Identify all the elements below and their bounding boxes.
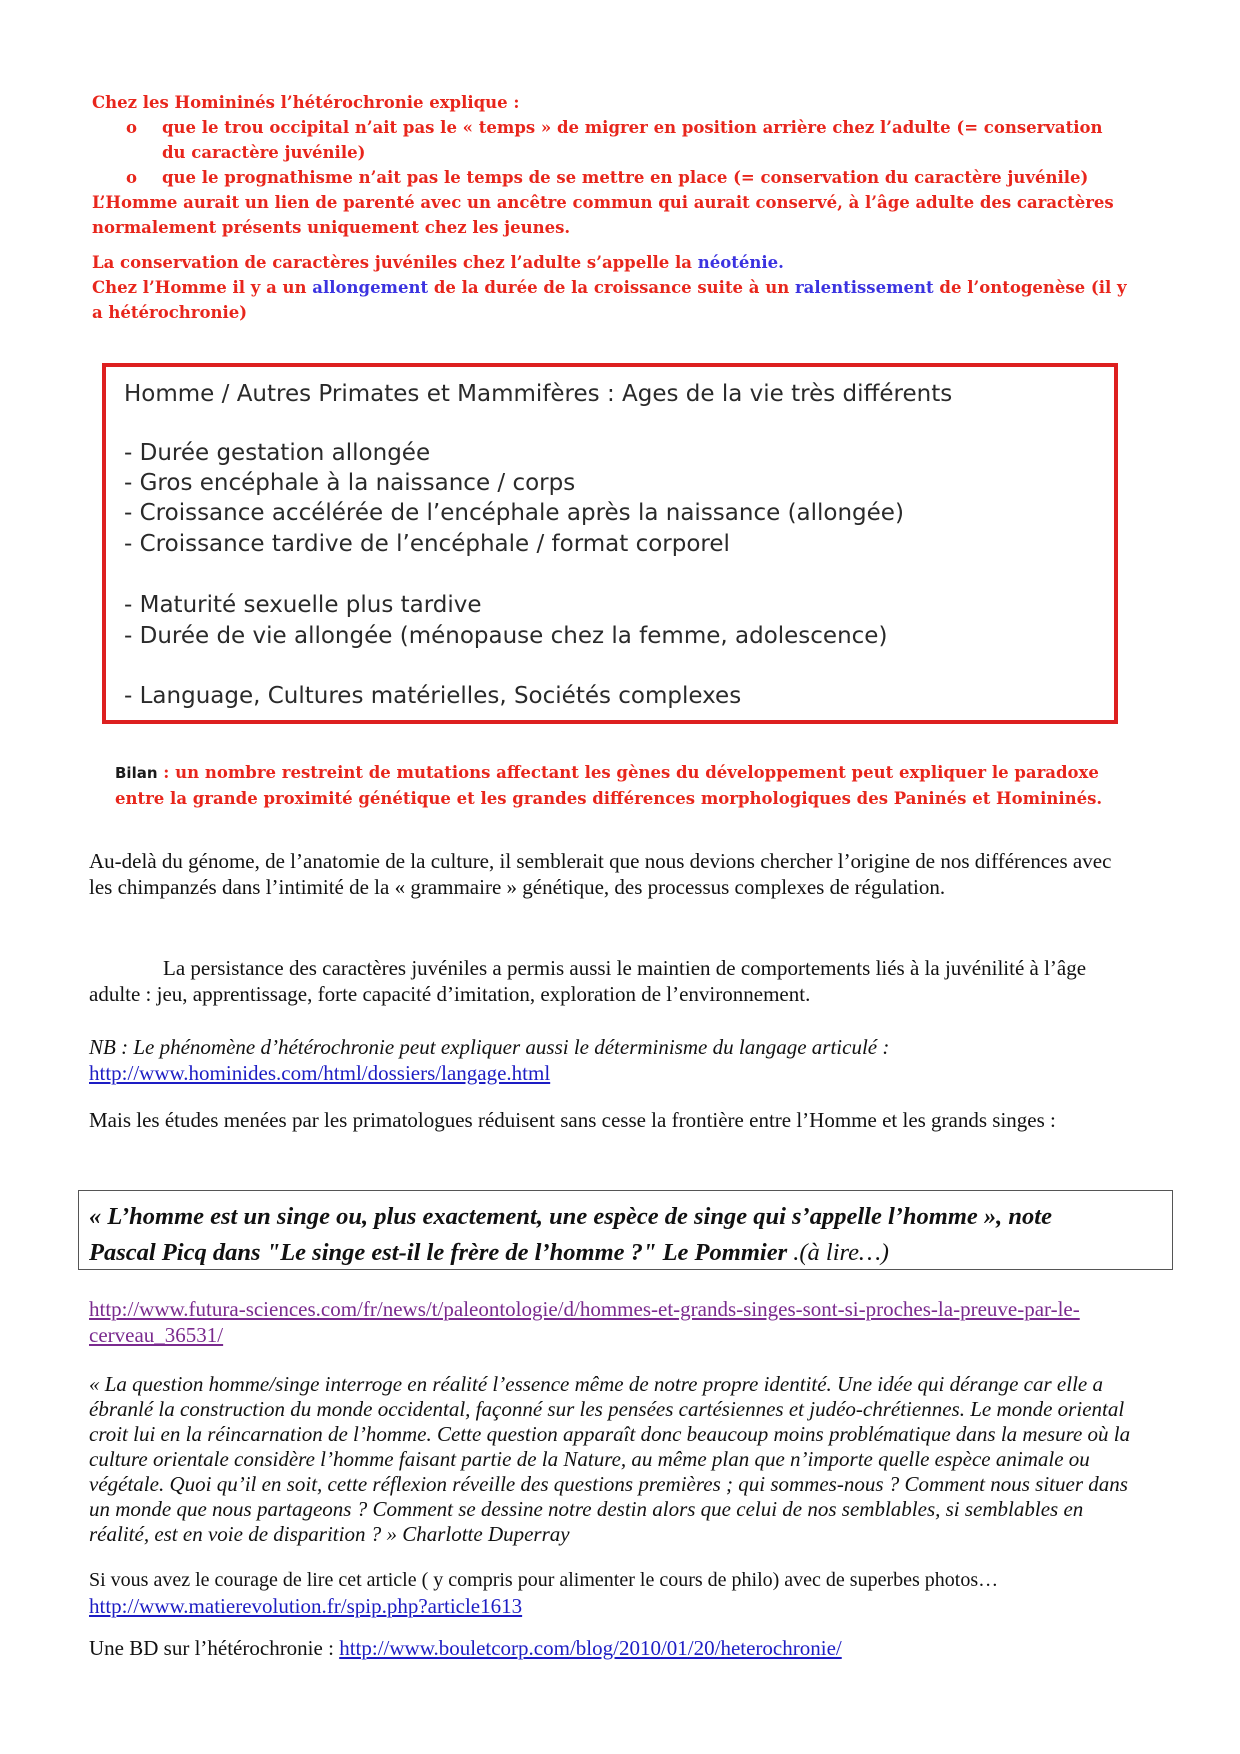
matierevolution-link[interactable]: http://www.matierevolution.fr/spip.php?article1613: [89, 1593, 523, 1618]
courage-text: Si vous avez le courage de lire cet article ( y compris pour alimenter le cours de philo) avec de superbes photos…: [89, 1569, 999, 1591]
allongement-term: allongement: [312, 278, 429, 297]
parente-line: L’Homme aurait un lien de parenté avec un ancêtre commun qui aurait conservé, à l’âge adulte des caractères normalement présents uniquement chez les jeunes.: [92, 193, 1114, 237]
genome-paragraph: Au-delà du génome, de l’anatomie de la culture, il semblerait que nous devions chercher l’origine de nos différences avec les chimpanzés dans l’intimité de la « grammaire » génétique, des processus complexes de régulation.: [89, 849, 1112, 899]
comparison-item: - Durée de vie allongée (ménopause chez la femme, adolescence): [124, 623, 888, 649]
comparison-item: - Language, Cultures matérielles, Sociétés complexes: [124, 683, 742, 709]
courage-paragraph: [89, 1568, 1139, 1620]
picq-quote-line2: Pascal Picq dans "Le singe est-il le frère de l’homme ?" Le Pommier .(à lire…): [89, 1239, 889, 1266]
etudes-paragraph: Mais les études menées par les primatologues réduisent sans cesse la frontière entre l’Homme et les grands singes :: [89, 1108, 1056, 1132]
bd-text: Une BD sur l’hétérochronie :: [89, 1636, 340, 1660]
bullet-marker: o: [126, 168, 138, 187]
duperray-quote: « La question homme/singe interroge en réalité l’essence même de notre propre identité. Une idée qui dérange car elle a ébranlé la construction du monde occidental, façonné sur les pensées cartésiennes et judéo-chrétiennes. Le monde oriental croit lui en la réincarnation de l’homme. Cette question apparaît donc beaucoup moins problématique dans la mesure où la culture orientale considère l’homme faisant partie de la Nature, au même plan que n’importe quelle espèce animale ou végétale. Quoi qu’il en soit, cette réflexion réveille des questions premières ; qui sommes-nous ? Comment nous situer dans un monde que nous partageons ? Comment se dessine notre destin alors que celui de nos semblables, si semblables en réalité, est en voie de disparition ? » Charlotte Duperray: [89, 1372, 1131, 1546]
comparison-box-title: Homme / Autres Primates et Mammifères : Ages de la vie très différents: [124, 381, 953, 407]
picq-quote-box: [78, 1190, 1173, 1270]
nb-text: NB : Le phénomène d’hétérochronie peut expliquer aussi le déterminisme du langage articulé :: [89, 1035, 890, 1059]
comparison-item: - Gros encéphale à la naissance / corps: [124, 470, 576, 496]
nb-paragraph: [89, 1035, 1139, 1086]
heterochronie-block: [92, 90, 1127, 325]
comparison-item: - Croissance tardive de l’encéphale / format corporel: [124, 531, 730, 557]
picq-quote-line1: « L’homme est un singe ou, plus exactement, une espèce de singe qui s’appelle l’homme », note: [89, 1203, 1052, 1230]
bilan-paragraph: [115, 760, 1125, 811]
heterochronie-intro: Chez les Homininés l’hétérochronie explique :: [92, 93, 520, 112]
bullet-text: que le trou occipital n’ait pas le « temps » de migrer en position arrière chez l’adulte (= conservation du caractère juvénile): [162, 118, 1103, 162]
comparison-item: - Durée gestation allongée: [124, 440, 431, 466]
bouletcorp-link[interactable]: http://www.bouletcorp.com/blog/2010/01/20/heterochronie/: [339, 1636, 842, 1660]
bullet-text: que le prognathisme n’ait pas le temps de se mettre en place (= conservation du caractère juvénile): [162, 168, 1089, 187]
futura-link[interactable]: http://www.futura-sciences.com/fr/news/t/paleontologie/d/hommes-et-grands-singes-sont-si-proches-la-preuve-par-le-cerveau_36531/: [89, 1297, 1080, 1347]
homme-croissance-line: Chez l’Homme il y a un allongement de la durée de la croissance suite à un ralentissement de l’ontogenèse (il y a hétérochronie): [92, 278, 1127, 322]
futura-link-block: [89, 1297, 1089, 1348]
ralentissement-term: ralentissement: [794, 278, 934, 297]
bilan-label: Bilan: [115, 764, 158, 782]
bilan-text: : un nombre restreint de mutations affectant les gènes du développement peut expliquer le paradoxe entre la grande proximité génétique et les grandes différences morphologiques des Paninés et Homininés.: [115, 763, 1103, 808]
bullet-item: [92, 115, 1127, 165]
comparison-item: - Maturité sexuelle plus tardive: [124, 592, 482, 618]
hominides-link[interactable]: http://www.hominides.com/html/dossiers/langage.html: [89, 1060, 551, 1085]
bullet-item: [92, 165, 1127, 190]
comparison-item: - Croissance accélérée de l’encéphale après la naissance (allongée): [124, 500, 904, 526]
neotenie-term: néoténie: [697, 253, 779, 272]
bullet-marker: o: [126, 118, 138, 137]
bd-paragraph: [89, 1636, 1139, 1662]
comparison-box: [102, 363, 1118, 724]
neotenie-line: La conservation de caractères juvéniles chez l’adulte s’appelle la néoténie.: [92, 253, 784, 272]
persistence-paragraph: La persistance des caractères juvéniles a permis aussi le maintien de comportements liés à la juvénilité à l’âge adulte : jeu, apprentissage, forte capacité d’imitation, exploration de l’environnement.: [89, 956, 1087, 1006]
